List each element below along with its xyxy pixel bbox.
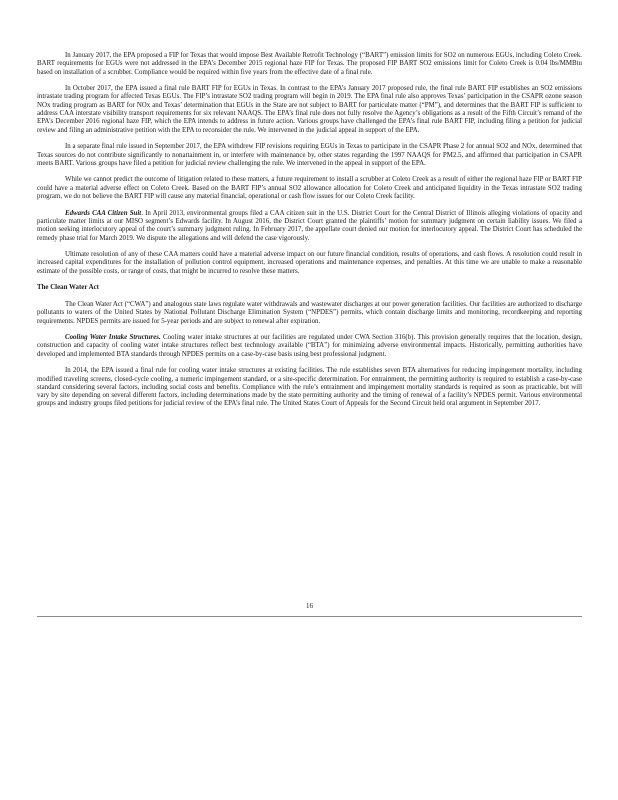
page-number: 16 [306, 602, 313, 610]
paragraph-csapr-withdrawal: In a separate final rule issued in September 2017, the EPA withdrew FIP revisions requiring EGUs in Texas to participate in the CSAPR Phase 2 for annual SO2 and NOx, determined that Texas sources do not contribute significantly to nonattainment in, or interfere with maintenance by, other states regarding the 1997 NAAQS for PM2.5, and affirmed that participation in CSAPR meets BART. Various groups have filed a petition for judicial review challenging the rule. We intervened in the appeal in support of the EPA. [37, 143, 582, 167]
paragraph-body-edwards: . In April 2013, environmental groups filed a CAA citizen suit in the U.S. District Court for the Central District of Illinois alleging violations of opacity and particulate matter limits at our MISO segment’s Edwards facility. In August 2016, the District Court granted the plaintiffs’ motion for summary judgment on certain liability issues. We filed a motion seeking interlocutory appeal of the court’s summary judgment ruling. In February 2017, the appellate court denied our motion for interlocutory appeal. The District Court has scheduled the remedy phase trial for March 2019. We dispute the allegations and will defend the case vigorously. [37, 209, 583, 242]
paragraph-body-cooling-water: Cooling water intake structures at our facilities are regulated under CWA Section 316(b). This provision generally requires that the location, design, construction and capacity of cooling water intake structures reflect best technology available (“BTA”) for minimizing adverse environmental impacts. Historically, permitting authorities have developed and implemented BTA standards through NPDES permits on a case-by-case basis using best professional judgment. [37, 334, 582, 358]
paragraph-coleto-creek-outlook: While we cannot predict the outcome of litigation related to these matters, a future requirement to install a scrubber at Coleto Creek as a result of either the regional haze FIP or BART FIP could have a material adverse effect on Coleto Creek. Based on the BART FIP’s annual SO2 allowance allocation for Coleto Creek and anticipated liquidity in the Texas intrastate SO2 trading program, we do not believe the BART FIP will cause any material financial, operational or cash flow issues for our Coleto Creek facility. [37, 176, 582, 201]
paragraph-cooling-water-intake [37, 334, 582, 359]
paragraph-bart-fip-final-rule: In October 2017, the EPA issued a final rule BART FIP for EGUs in Texas. In contrast to the EPA’s January 2017 proposed rule, the final rule BART FIP establishes an SO2 emissions intrastate trading program for affected Texas EGUs. The FIP’s intrastate SO2 trading program will begin in 2019. The EPA final rule also approves Texas’ participation in the CSAPR ozone season NOx trading program as BART for NOx and Texas’ determination that EGUs in the State are not subject to BART for particulate matter (“PM”), and determines that the BART FIP is sufficient to address CAA interstate visibility transport requirements for six relevant NAAQS. The EPA’s final rule does not fully resolve the Agency’s obligations as a result of the Fifth Circuit’s remand of the EPA’s December 2016 regional haze FIP, which the EPA intends to address in future action. Various groups have challenged the EPA’s final rule BART FIP, including filing a petition for judicial review and filing an administrative petition with the EPA to reconsider the rule. We intervened in the judicial appeal in support of the EPA. [37, 85, 582, 134]
paragraph-bart-fip-proposal: In January 2017, the EPA proposed a FIP for Texas that would impose Best Available Retrofit Technology (“BART”) emission limits for SO2 on numerous EGUs, including Coleto Creek. BART requirements for EGUs were not addressed in the EPA’s December 2015 regional haze FIP for Texas. The proposed FIP BART SO2 emissions limit for Coleto Creek is 0.04 lbs/MMBtu based on installation of a scrubber. Compliance would be required within five years from the effective date of a final rule. [37, 52, 582, 76]
paragraph-edwards-citizen-suit [37, 210, 582, 243]
footer-rule [37, 616, 582, 617]
run-in-heading-edwards: Edwards CAA Citizen Suit [65, 209, 142, 217]
run-in-heading-cooling-water: Cooling Water Intake Structures. [65, 334, 161, 342]
document-body [37, 52, 582, 417]
paragraph-2014-final-rule: In 2014, the EPA issued a final rule for cooling water intake structures at existing facilities. The rule establishes seven BTA alternatives for reducing impingement mortality, including modified traveling screens, closed-cycle cooling, a numeric impingement standard, or a site-specific determination. For entrainment, the permitting authority is required to establish a case-by-case standard considering several factors, including social costs and benefits. Compliance with the rule’s entrainment and impingement mortality standards is required as soon as practicable, but will vary by site depending on several different factors, including determinations made by the state permitting authority and the timing of renewal of a facility’s NPDES permit. Various environmental groups and industry groups filed petitions for judicial review of the EPA’s final rule. The United States Court of Appeals for the Second Circuit held oral argument in September 2017. [37, 367, 582, 408]
paragraph-caa-resolution: Ultimate resolution of any of these CAA matters could have a material adverse impact on our future financial condition, results of operations, and cash flows. A resolution could result in increased capital expenditures for the installation of pollution control equipment, increased operations and maintenance expenses, and penalties. At this time we are unable to make a reasonable estimate of the possible costs, or range of costs, that might be incurred to resolve these matters. [37, 251, 582, 275]
section-heading-clean-water-act: The Clean Water Act [37, 284, 99, 292]
paragraph-cwa-overview: The Clean Water Act (“CWA”) and analogous state laws regulate water withdrawals and wastewater discharges at our power generation facilities. Our facilities are authorized to discharge pollutants to waters of the United States by National Pollutant Discharge Elimination System (“NPDES”) permits, which contain discharge limits and monitoring, recordkeeping and reporting requirements. NPDES permits are issued for 5-year periods and are subject to renewal after expiration. [37, 300, 582, 325]
